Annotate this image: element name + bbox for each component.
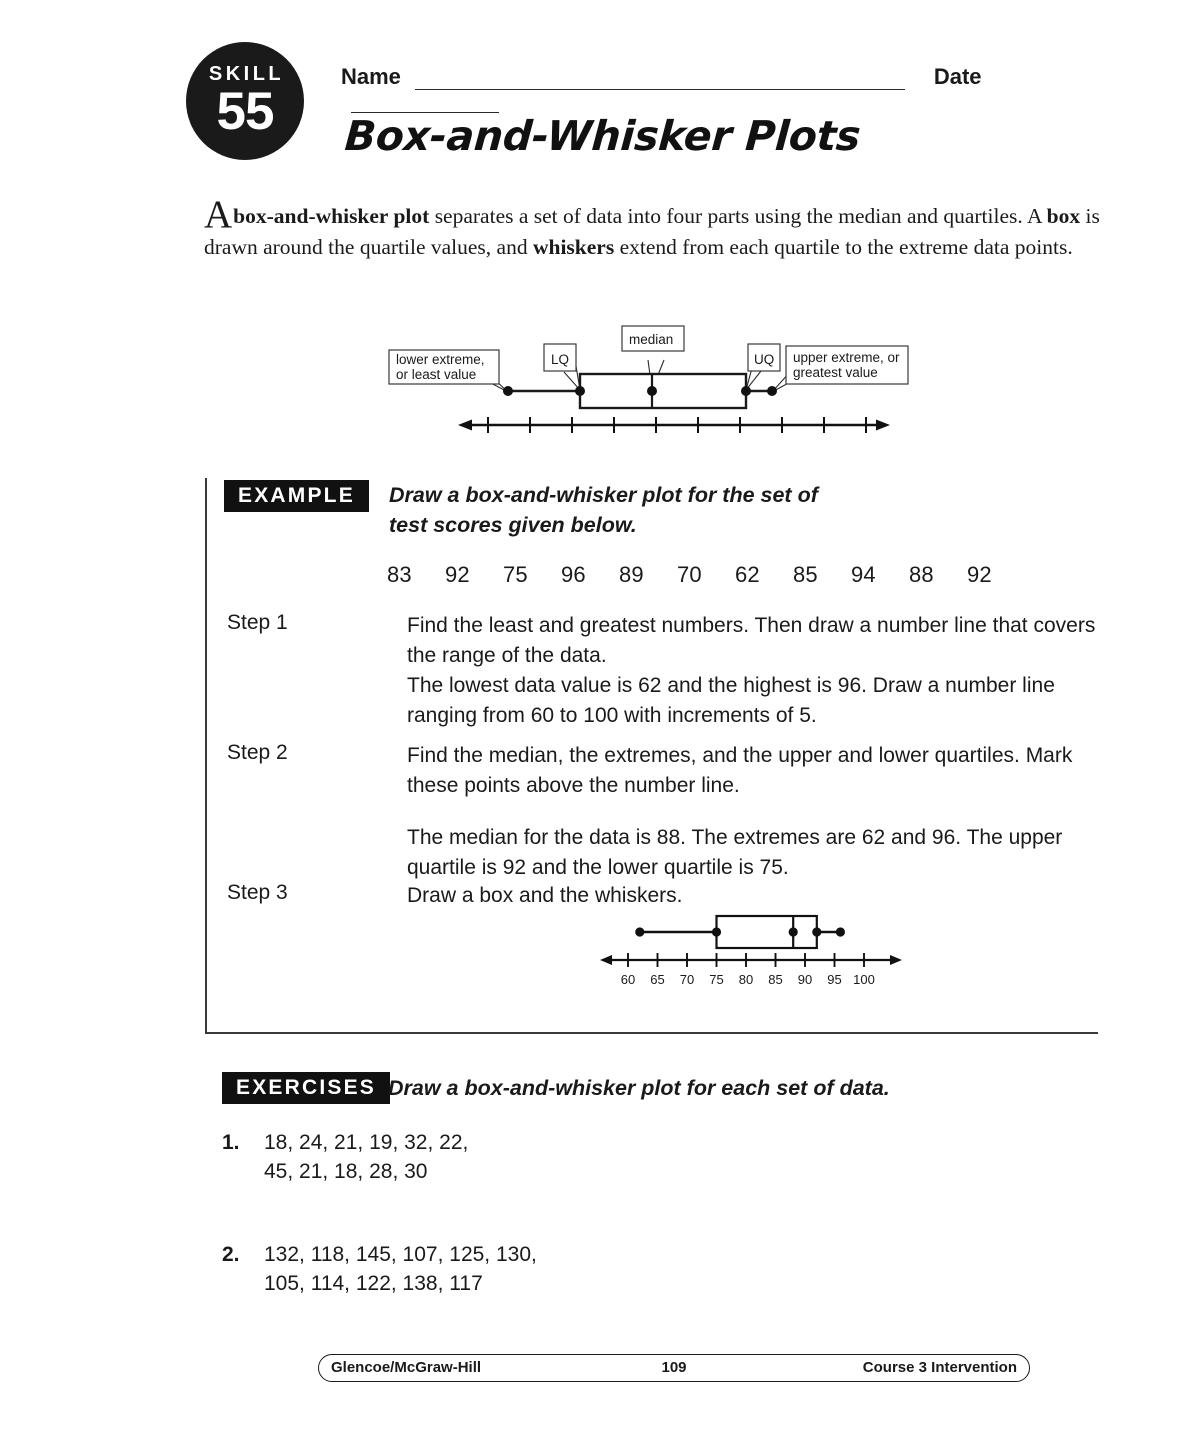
- intro-term-whiskers: whiskers: [532, 235, 615, 259]
- plot-dot-median: [789, 927, 798, 936]
- skill-badge-word: SKILL: [208, 63, 285, 85]
- exercises-tag-wrap: [222, 1072, 390, 1104]
- plot-tick-label: 95: [827, 972, 842, 987]
- page-title: Box-and-Whisker Plots: [343, 112, 862, 160]
- dot-lower-extreme: [503, 386, 513, 396]
- footer-publisher: Glencoe/McGraw-Hill: [331, 1359, 482, 1376]
- intro-paragraph: [204, 193, 1144, 263]
- plot-tick-label: 65: [650, 972, 665, 987]
- skill-badge: [186, 42, 304, 160]
- plot-tick-label: 100: [853, 972, 875, 987]
- footer-page-number: 109: [661, 1359, 687, 1376]
- dot-lower-quartile: [575, 386, 585, 396]
- step-2-label: Step 2: [227, 741, 288, 764]
- box-rect: [580, 374, 746, 408]
- intro-text-3: extend from each quartile to the extreme data points.: [614, 235, 1073, 259]
- exercise-1-line-1: 18, 24, 21, 19, 32, 22,: [264, 1131, 469, 1154]
- data-value: 62: [735, 562, 760, 587]
- step-2-body: [407, 741, 1097, 883]
- footer-course: Course 3 Intervention: [862, 1359, 1017, 1376]
- page-header: [0, 0, 1200, 180]
- exercises-tag: EXERCISES: [222, 1072, 390, 1104]
- data-value: 96: [561, 562, 586, 587]
- callout-label-median: median: [629, 332, 674, 347]
- step-2-line-1: Find the median, the extremes, and the upper and lower quartiles. Mark these points above the number line.: [407, 744, 1073, 797]
- example-instruction: [389, 480, 909, 540]
- example-instruction-line2: test scores given below.: [389, 513, 637, 537]
- data-value: 92: [445, 562, 470, 587]
- exercise-1-line-2: 45, 21, 18, 28, 30: [264, 1160, 428, 1183]
- plot-axis-arrow-right: [890, 955, 902, 965]
- annotated-boxplot-diagram: [380, 322, 970, 434]
- callout-label-lq: LQ: [551, 352, 570, 367]
- plot-dot-upper-quartile: [812, 927, 821, 936]
- data-value: 83: [387, 562, 412, 587]
- plot-tick-label: 60: [620, 972, 636, 987]
- data-value: 89: [619, 562, 644, 587]
- plot-dot-lower-extreme: [635, 927, 644, 936]
- example-boxplot-chart: [592, 910, 912, 998]
- data-value: 70: [677, 562, 702, 587]
- exercise-2-line-2: 105, 114, 122, 138, 117: [264, 1272, 483, 1295]
- intro-text-2: is drawn around the quartile values, and: [204, 204, 1100, 259]
- plot-axis-arrow-left: [600, 955, 612, 965]
- plot-tick-label: 70: [679, 972, 695, 987]
- step-3-label: Step 3: [227, 881, 288, 904]
- name-date-row: [341, 64, 1141, 94]
- exercise-1-values: [264, 1128, 684, 1186]
- dot-upper-quartile: [741, 386, 751, 396]
- example-instruction-line1: Draw a box-and-whisker plot for the set of: [389, 483, 818, 507]
- date-label: Date: [933, 64, 982, 89]
- data-value: 88: [909, 562, 934, 587]
- example-data-values: [387, 562, 1025, 588]
- callout-label-upper-extreme-line2: greatest value: [793, 365, 878, 380]
- intro-dropcap: A: [204, 193, 233, 236]
- intro-term-boxplot: box-and-whisker plot: [233, 204, 430, 228]
- date-input-line[interactable]: [351, 90, 499, 113]
- exercise-2-number: 2.: [222, 1243, 240, 1266]
- example-tag: EXAMPLE: [224, 480, 369, 512]
- exercise-item-2[interactable]: [222, 1240, 692, 1310]
- diagram-number-line: [458, 417, 890, 433]
- plot-tick-label: 90: [797, 972, 813, 987]
- callout-label-upper-extreme-line1: upper extreme, or: [793, 350, 900, 365]
- step-3-body: [407, 881, 1097, 911]
- step-3-line-1: Draw a box and the whiskers.: [407, 884, 683, 907]
- callout-label-lower-extreme-line1: lower extreme,: [396, 352, 485, 367]
- plot-tick-label: 75: [709, 972, 724, 987]
- example-section: [205, 478, 1098, 1034]
- step-2-line-2: The median for the data is 88. The extremes are 62 and 96. The upper quartile is 92 and the lower quartile is 75.: [407, 826, 1063, 879]
- name-input-line[interactable]: [415, 67, 905, 90]
- data-value: 85: [793, 562, 818, 587]
- skill-badge-number: 55: [216, 82, 274, 141]
- exercise-2-values: [264, 1240, 684, 1298]
- plot-dot-lower-quartile: [712, 927, 721, 936]
- callout-label-lower-extreme-line2: or least value: [396, 367, 477, 382]
- step-1-body: [407, 611, 1097, 731]
- step-1-line-2: The lowest data value is 62 and the highest is 96. Draw a number line ranging from 60 to 100 with increments of 5.: [407, 674, 1055, 727]
- data-value: 92: [967, 562, 992, 587]
- plot-dot-upper-extreme: [836, 927, 845, 936]
- step-1-label: Step 1: [227, 611, 288, 634]
- dot-median: [647, 386, 657, 396]
- exercise-2-line-1: 132, 118, 145, 107, 125, 130,: [264, 1243, 537, 1266]
- page-footer: [318, 1354, 1030, 1382]
- data-value: 75: [503, 562, 528, 587]
- intro-text-1: separates a set of data into four parts using the median and quartiles. A: [429, 204, 1047, 228]
- name-label: Name: [341, 64, 401, 89]
- step-1-line-1: Find the least and greatest numbers. Then draw a number line that covers the range of the data.: [407, 614, 1096, 667]
- dot-upper-extreme: [767, 386, 777, 396]
- data-value: 94: [851, 562, 876, 587]
- plot-tick-label: 80: [738, 972, 754, 987]
- exercise-1-number: 1.: [222, 1131, 240, 1154]
- intro-term-box: box: [1046, 204, 1081, 228]
- exercise-item-1[interactable]: [222, 1128, 692, 1198]
- exercises-instruction: Draw a box-and-whisker plot for each set of data.: [388, 1076, 890, 1100]
- plot-box-rect: [717, 916, 817, 948]
- example-tag-wrap: [224, 480, 369, 512]
- callout-label-uq: UQ: [754, 352, 775, 367]
- plot-tick-label: 85: [768, 972, 783, 987]
